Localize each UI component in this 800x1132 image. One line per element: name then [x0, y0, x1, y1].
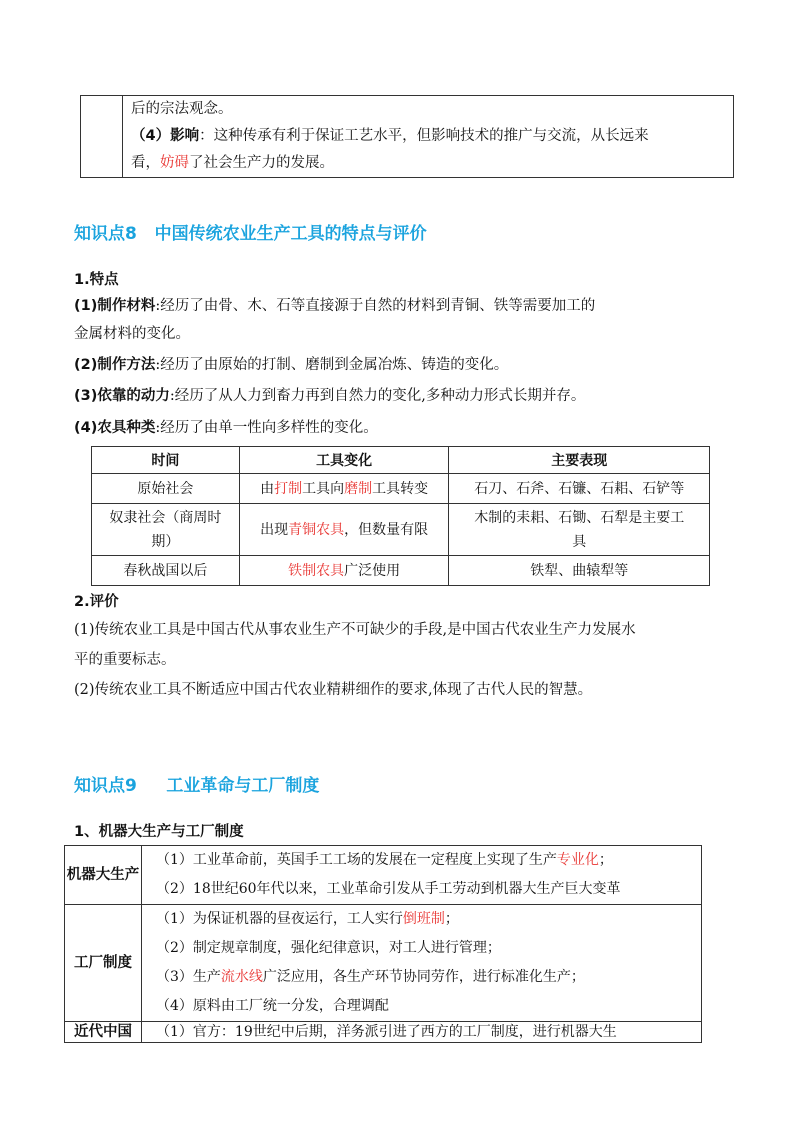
table-header-row — [92, 447, 710, 474]
feature-1: (1)制作材料:经历了由骨、木、石等直接源于自然的材料到青铜、铁等需要加工的 — [74, 298, 596, 314]
cell-time: 奴隶社会（商周时 期） — [92, 504, 240, 556]
continuation-table-content — [131, 96, 725, 177]
row-values — [142, 1022, 702, 1043]
eval-1: (1)传统农业工具是中国古代从事农业生产不可缺少的手段,是中国古代农业生产力发展水 — [74, 622, 636, 638]
section-heading-kp8: 知识点8 中国传统农业生产工具的特点与评价 — [74, 224, 427, 244]
table-row — [92, 474, 710, 504]
cell-main: 石刀、石斧、石镰、石耜、石铲等 — [449, 474, 710, 504]
feature-2: (2)制作方法:经历了由原始的打制、磨制到金属冶炼、铸造的变化。 — [74, 357, 509, 373]
row-key: 机器大生产 — [65, 846, 142, 905]
cell-main: 木制的耒耜、石锄、石犁是主要工 具 — [449, 504, 710, 556]
eval-2: (2)传统农业工具不断适应中国古代农业精耕细作的要求,体现了古代人民的智慧。 — [74, 682, 593, 698]
feature-3: (3)依靠的动力:经历了从人力到畜力再到自然力的变化,多种动力形式长期并存。 — [74, 388, 586, 404]
row-values — [142, 846, 702, 905]
cell-change: 出现青铜农具，但数量有限 — [239, 504, 449, 556]
section-heading-kp9: 知识点9 工业革命与工厂制度 — [74, 776, 320, 796]
continuation-table-left-cell — [81, 96, 123, 177]
continuation-table — [80, 95, 734, 178]
influence-line-2: 看，妨碍了社会生产力的发展。 — [131, 155, 334, 171]
header-time: 时间 — [92, 447, 240, 474]
highlight-term: 妨碍 — [160, 155, 189, 171]
cell-time: 原始社会 — [92, 474, 240, 504]
value-line: （3）生产流水线广泛应用，各生产环节协同劳作，进行标准化生产； — [156, 969, 585, 985]
table-row — [92, 504, 710, 556]
features-title: 1.特点 — [74, 272, 119, 288]
value-line: （2）18世纪60年代以来，工业革命引发从手工劳动到机器大生产巨大变革 — [156, 881, 621, 897]
value-line: （4）原料由工厂统一分发，合理调配 — [156, 998, 389, 1014]
feature-1-cont: 金属材料的变化。 — [74, 326, 190, 342]
eval-title: 2.评价 — [74, 594, 119, 610]
value-line: （2）制定规章制度，强化纪律意识，对工人进行管理； — [156, 940, 501, 956]
tools-table — [91, 446, 710, 586]
value-line: （1）官方：19世纪中后期，洋务派引进了西方的工厂制度，进行机器大生 — [156, 1024, 617, 1040]
cell-change: 由打制工具向磨制工具转变 — [239, 474, 449, 504]
value-line: （1）为保证机器的昼夜运行，工人实行倒班制； — [156, 911, 459, 927]
influence-label: （4）影响 — [131, 128, 200, 144]
feature-4: (4)农具种类:经历了由单一性向多样性的变化。 — [74, 420, 378, 436]
table-row — [65, 846, 702, 905]
table-row — [92, 556, 710, 586]
header-change: 工具变化 — [239, 447, 449, 474]
row-key: 工厂制度 — [65, 905, 142, 1022]
influence-line: （4）影响：这种传承有利于保证工艺水平，但影响技术的推广与交流，从长远来 — [131, 128, 649, 144]
row-values — [142, 905, 702, 1022]
continuation-line: 后的宗法观念。 — [131, 101, 233, 117]
cell-change: 铁制农具广泛使用 — [239, 556, 449, 586]
cell-time: 春秋战国以后 — [92, 556, 240, 586]
table-row — [65, 1022, 702, 1043]
eval-1-cont: 平的重要标志。 — [74, 652, 176, 668]
subsection-title: 1、机器大生产与工厂制度 — [74, 824, 244, 840]
table-row — [65, 905, 702, 1022]
header-main: 主要表现 — [449, 447, 710, 474]
row-key: 近代中国 — [65, 1022, 142, 1043]
cell-main: 铁犁、曲辕犁等 — [449, 556, 710, 586]
value-line: （1）工业革命前，英国手工工场的发展在一定程度上实现了生产专业化； — [156, 852, 613, 868]
factory-table — [64, 845, 702, 1043]
